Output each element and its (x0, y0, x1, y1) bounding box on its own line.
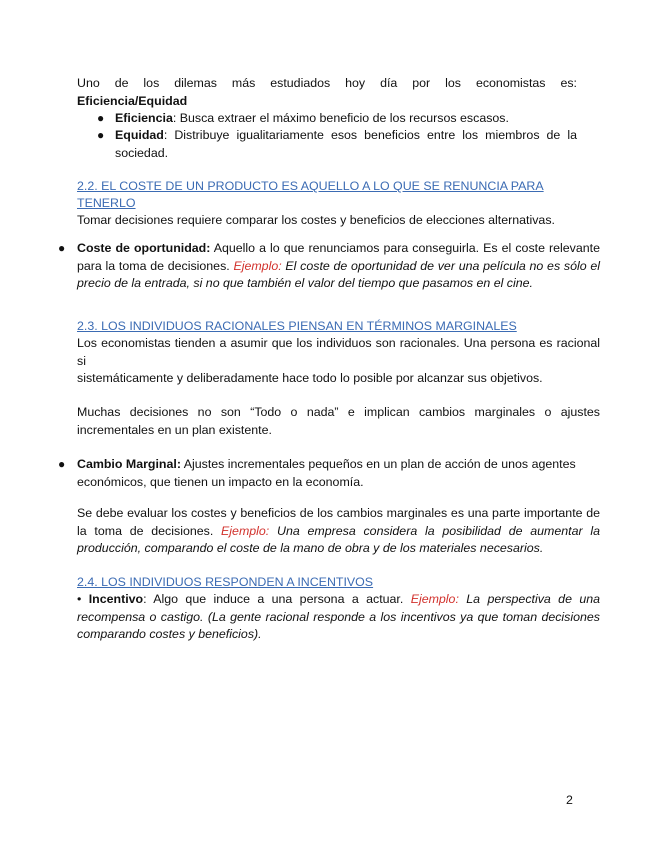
equity-efficiency-term: Eficiencia/Equidad (77, 93, 188, 108)
intro-bold-term (77, 93, 577, 111)
bullet-cambio-marginal (77, 456, 597, 491)
paragraph (77, 505, 600, 558)
item-text: : Distribuye igualitariamente esos beneficios entre los miembros de la sociedad. (115, 128, 577, 160)
bullet-text: : Algo que induce a una persona a actuar. (143, 592, 411, 606)
section-heading-2-3[interactable]: 2.3. LOS INDIVIDUOS RACIONALES PIENSAN EN TÉRMINOS MARGINALES (77, 319, 517, 333)
bullet-icon: ● (58, 457, 66, 471)
intro-paragraph (77, 75, 577, 110)
section-heading-2-4[interactable]: 2.4. LOS INDIVIDUOS RESPONDEN A INCENTIVOS (77, 575, 374, 589)
bullet-icon: • (77, 592, 82, 606)
bullet-icon: ● (97, 128, 105, 142)
paragraph-text: Se debe evaluar los costes y beneficios de los cambios marginales es una parte importante de la toma de decisiones. (77, 506, 600, 538)
example-label: Ejemplo: (221, 523, 270, 538)
paragraph: Muchas decisiones no son “Todo o nada” e implican cambios marginales o ajustes incrementales en un plan existente. (77, 405, 600, 437)
bullet-term: Coste de oportunidad: (77, 241, 211, 255)
example-text: El coste de oportunidad de ver una película no es sólo el precio de la entrada, si no que también el valor del tiempo que pasamos en el cine. (77, 258, 600, 290)
bullet-coste-oportunidad (77, 240, 600, 293)
example-text: La perspectiva de una recompensa o castigo. (La gente racional responde a los incentivos ya que toman decisiones comparando costes y beneficios). (77, 592, 601, 641)
item-term: Equidad (115, 128, 164, 142)
bullet-text: Aquello a lo que renunciamos para conseguirla. Es el coste relevante para la toma de decisiones. (77, 241, 600, 273)
list-item-equidad (115, 127, 577, 162)
item-term: Eficiencia (115, 111, 173, 125)
example-text: Una empresa considera la posibilidad de aumentar la producción, comparando el coste de la mano de obra y de los materiales necesarios. (77, 523, 601, 555)
bullet-term: Incentivo (88, 592, 144, 606)
bullet-icon: ● (97, 111, 105, 125)
intro-line: Uno de los dilemas más estudiados hoy día por los economistas es: (77, 76, 577, 90)
paragraph: Tomar decisiones requiere comparar los costes y beneficios de elecciones alternativas. (77, 213, 555, 227)
paragraph: Los economistas tienden a asumir que los individuos son racionales. Una persona es racional si (77, 336, 600, 368)
bullet-term: Cambio Marginal: (77, 457, 181, 471)
bullet-text: Ajustes incrementales pequeños en un plan de acción de unos agentes económicos, que tienen un impacto en la economía. (77, 457, 576, 489)
example-label: Ejemplo: (233, 258, 282, 273)
list-item-eficiencia (115, 110, 577, 128)
page-number: 2 (566, 793, 573, 807)
bullet-incentivo (77, 591, 600, 644)
item-text: : Busca extraer el máximo beneficio de los recursos escasos. (172, 111, 509, 125)
heading-line: 2.2. EL COSTE DE UN PRODUCTO ES AQUELLO A LO QUE SE RENUNCIA PARA (77, 179, 544, 193)
section-heading-2-2[interactable] (77, 178, 597, 212)
paragraph: sistemáticamente y deliberadamente hace todo lo posible por alcanzar sus objetivos. (77, 371, 543, 385)
example-label: Ejemplo: (410, 592, 459, 606)
heading-line: TENERLO (77, 196, 136, 210)
bullet-icon: ● (58, 241, 66, 255)
